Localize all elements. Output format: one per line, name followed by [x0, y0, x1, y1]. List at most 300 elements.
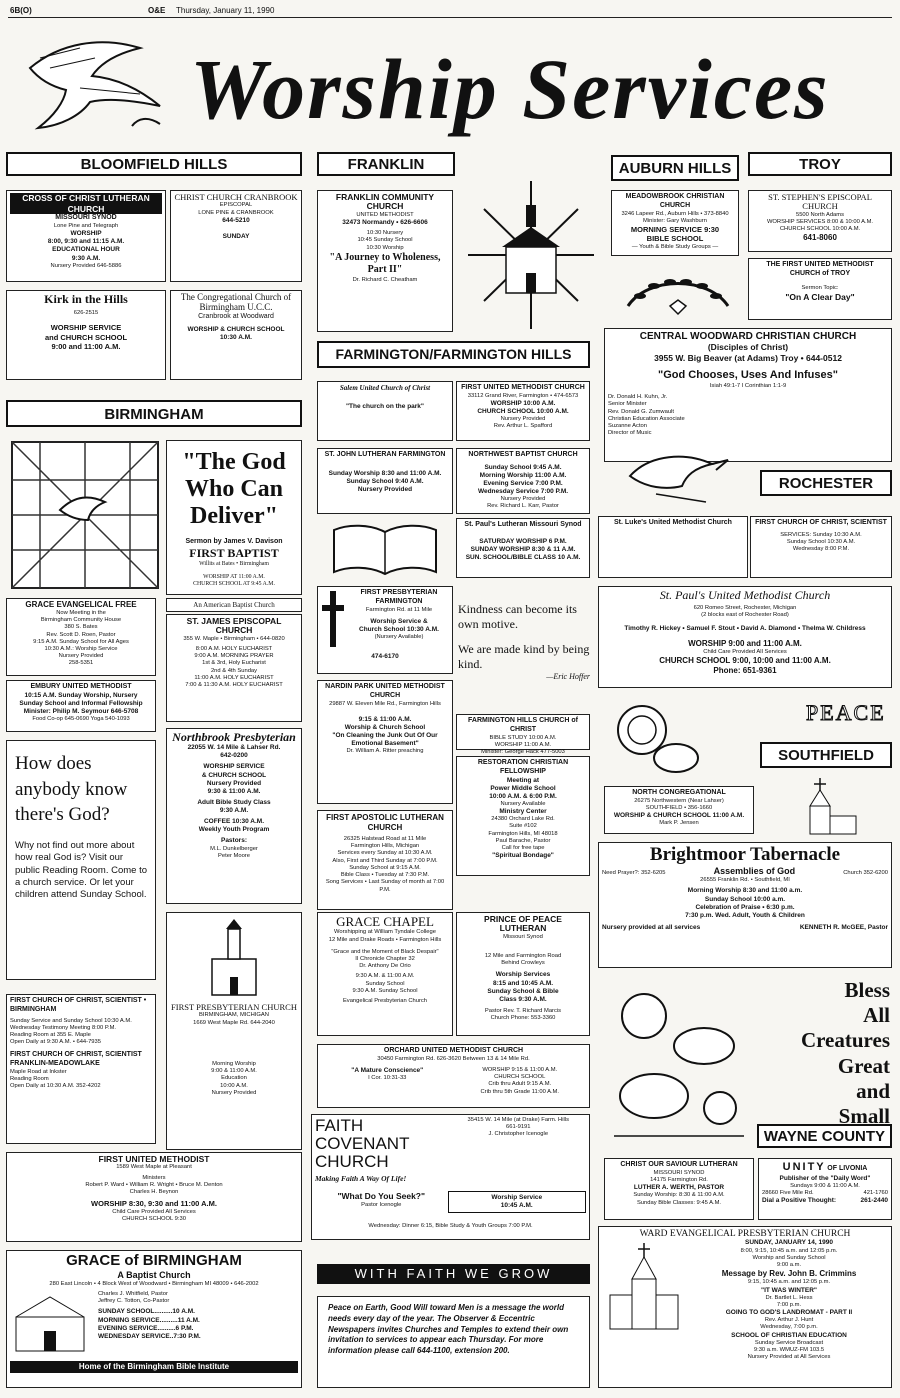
- ad-line: CHURCH SCHOOL 9:00, 10:00 and 11:00 A.M.: [659, 656, 831, 666]
- ad-first-united-methodist-birmingham: [6, 1152, 302, 1242]
- ad-address: 280 East Lincoln • 4 Block West of Woodward • Birmingham MI 48009 • 646-2002: [49, 1280, 259, 1287]
- ad-title: CENTRAL WOODWARD CHRISTIAN CHURCH: [639, 331, 857, 342]
- section-auburn-hills: AUBURN HILLS: [611, 155, 739, 181]
- ad-address: 35415 W. 14 Mile (at Drake) Farm. Hills: [467, 1117, 569, 1123]
- ad-title: St. Paul's Lutheran Missouri Synod: [464, 521, 582, 528]
- ad-line: Worship and Sunday School: [752, 1254, 826, 1261]
- ad-line: 10:30 Worship: [366, 244, 404, 251]
- ad-title: St. Paul's United Methodist Church: [659, 588, 831, 602]
- ad-line: 9:00 a.m.: [776, 1262, 802, 1269]
- ad-title-2: OF LIVONIA: [827, 1165, 868, 1172]
- ad-sermon: "What Do You Seek?": [337, 1190, 426, 1201]
- ad-line: Rev. Scott D. Roen, Pastor: [46, 631, 116, 638]
- ad-line: Evening Service 7:00 P.M.: [483, 480, 563, 487]
- ad-address: 620 Romeo Street, Rochester, Michigan: [693, 605, 797, 612]
- ad-meadowbrook: [611, 190, 739, 256]
- ad-line: SATURDAY WORSHIP 6 P.M.: [479, 537, 567, 545]
- ad-line: Nursery Provided: [211, 1089, 257, 1096]
- ad-line: Reading Room: [10, 1076, 49, 1083]
- ad-line: 9:15 & 11:00 A.M.: [358, 715, 412, 723]
- ad-line: WORSHIP 11:00 A.M.: [494, 741, 552, 748]
- ad-address: BIRMINGHAM, MICHIGAN: [199, 1012, 269, 1019]
- ad-line: Meeting at: [506, 776, 540, 784]
- ad-line: and CHURCH SCHOOL: [44, 332, 128, 342]
- ad-christ-church-cranbrook: [170, 190, 302, 282]
- ad-line: Services every Sunday at 10:30 A.M.: [337, 850, 433, 857]
- ad-st-james-episcopal: [166, 614, 302, 722]
- ad-line: Peter Moore: [218, 852, 250, 859]
- ad-line: Pastors:: [220, 837, 247, 845]
- ad-title: GRACE EVANGELICAL FREE: [25, 600, 137, 609]
- peace-text: PEACE: [806, 700, 886, 725]
- bless-line: All: [863, 1003, 890, 1028]
- ad-phone: 474-6170: [371, 653, 399, 660]
- ad-line: Sunday Service and Sunday School 10:30 A.M.: [10, 1017, 132, 1024]
- ad-phone: 661-9191: [506, 1124, 531, 1131]
- ad-pastor: Rev. Arthur J. Hunt: [764, 1317, 814, 1324]
- ad-line: Minister: Gary Washburn: [643, 217, 707, 224]
- ad-line: M.L. Dunkelberger: [210, 845, 258, 852]
- ad-line: Crib thru 5th Grade 11:00 A.M.: [480, 1088, 559, 1095]
- ad-line: COFFEE 10:30 A.M.: [203, 818, 265, 826]
- ad-first-baptist: [166, 440, 302, 595]
- ad-address: 33112 Grand River, Farmington • 474-6573: [467, 392, 579, 399]
- ad-tagline: Making Faith A Way Of Life!: [315, 1173, 407, 1183]
- ad-first-presbyterian-birmingham: [166, 912, 302, 1150]
- ad-sermon: "On Cleaning the Junk Out Of Our Emotional Basement": [332, 731, 438, 748]
- church-sketch-icon: [10, 1291, 90, 1355]
- ad-line: CHURCH SCHOOL 9:30: [122, 1215, 186, 1222]
- ad-line: EVENING SERVICE..........6 P.M.: [98, 1324, 194, 1332]
- ad-headline: How does anybody know there's God?: [15, 753, 128, 826]
- ad-line: BIBLE SCHOOL: [646, 234, 704, 244]
- ad-title: FIRST BAPTIST: [189, 546, 279, 561]
- ad-line: Sunday School 10:30 A.M.: [786, 538, 856, 545]
- ad-address: Lone Pine and Telegraph: [53, 223, 119, 229]
- banner-with-faith-we-grow: WITH FAITH WE GROW: [317, 1264, 590, 1284]
- ad-line: Sunday Bible Classes: 9:45 A.M.: [636, 1199, 722, 1206]
- bless-all-creatures: [760, 978, 890, 1129]
- section-franklin: FRANKLIN: [317, 152, 455, 176]
- ad-line: 11:00 A.M. HOLY EUCHARIST: [194, 674, 274, 681]
- ad-line: Crib thru Adult 9:15 A.M.: [488, 1081, 552, 1088]
- bless-line: Small: [838, 1103, 890, 1128]
- ad-sermon-title: "The God Who Can Deliver": [182, 449, 286, 529]
- ad-line: Food Co-op 645-0690 Yoga 540-1093: [32, 716, 130, 723]
- ad-line: Child Care Provided All Services: [112, 1208, 196, 1215]
- ad-line: Power Middle School: [490, 784, 556, 792]
- ad-line: 9:15 A.M. Sunday School for All Ages: [33, 638, 129, 645]
- ad-line: Nursery Provided 646-5886: [50, 262, 122, 269]
- ad-body: Why not find out more about how real God is? Visit our public Reading Room. Come to a church service. Or let your children attend Sunday School.: [15, 839, 148, 901]
- ad-line: Robert P. Ward • William R. Wright • Bruce M. Denton: [85, 1181, 223, 1188]
- ad-title: NORTHWEST BAPTIST CHURCH: [468, 451, 578, 458]
- ad-line: Birmingham Community House: [40, 617, 122, 624]
- ad-line: 9:00 and 11:00 A.M.: [51, 342, 121, 352]
- ad-nardin-park: [317, 680, 453, 804]
- ad-line: 12 Mile and Drake Roads • Farmington Hills: [328, 936, 442, 943]
- quote-attribution: —Eric Hoffer: [546, 672, 590, 681]
- ad-address: 1589 West Maple at Pleasant: [116, 1164, 192, 1171]
- ad-line: 9:30 A.M. Sunday School: [352, 987, 418, 994]
- ad-title: Kirk in the Hills: [44, 292, 128, 306]
- dove-olive-branch-icon: [616, 430, 736, 512]
- ad-cross-of-christ: [6, 190, 166, 282]
- ad-line: Paul Barache, Pastor: [495, 837, 551, 844]
- ad-american-baptist-footer: [166, 598, 302, 612]
- ad-line: 9:30 A.M.: [219, 807, 249, 815]
- ad-line: WORSHIP SERVICE: [50, 323, 122, 333]
- ad-grace-evangelical-free: [6, 598, 156, 676]
- ad-line: Message by Rev. John B. Crimmins: [721, 1269, 857, 1279]
- ad-phone: 641-8060: [803, 233, 837, 243]
- ad-kirk-in-the-hills: [6, 290, 166, 380]
- ad-title: MEADOWBROOK CHRISTIAN CHURCH: [625, 193, 725, 209]
- ad-line: Now Meeting in the: [56, 609, 106, 616]
- ad-title-2: FIRST CHURCH OF CHRIST, SCIENTIST FRANKLIN-MEADOWLAKE: [10, 1051, 142, 1068]
- ad-title: FRANKLIN COMMUNITY CHURCH: [335, 192, 435, 212]
- ad-line: 1st & 3rd, Holy Eucharist: [202, 660, 266, 667]
- ad-line: 7:00 p.m.: [776, 1301, 802, 1308]
- ad-title: ST. JAMES EPISCOPAL CHURCH: [186, 616, 282, 636]
- ad-line: WORSHIP SERVICE: [203, 763, 265, 771]
- ad-pastor: KENNETH R. McGEE, Pastor: [799, 923, 888, 931]
- ad-line: Farmington Hills, MI 48018: [488, 830, 558, 837]
- ad-line: Morning Worship: [212, 1060, 256, 1067]
- ad-line: 24380 Orchard Lake Rd.: [491, 816, 555, 823]
- ad-line: Worshipping at William Tyndale College: [334, 929, 436, 936]
- ad-line: Sunday Worship 8:30 and 11:00 A.M.: [328, 469, 442, 477]
- wreath-ribbon-icon: [618, 266, 738, 318]
- ad-title: FAITH COVENANT CHURCH: [315, 1116, 410, 1171]
- bless-line: Great: [837, 1053, 890, 1078]
- ad-line: Sunday School: [365, 980, 405, 987]
- ad-pastor: Rev. Donald G. Zumwault: [608, 408, 674, 415]
- ad-first-apostolic-lutheran: [317, 810, 453, 910]
- bless-line: and: [856, 1078, 890, 1103]
- ad-footer: Evangelical Presbyterian Church: [342, 998, 428, 1005]
- ad-salem-ucc: [317, 381, 453, 441]
- ad-line: 10:15 A.M. Sunday Worship, Nursery: [24, 691, 138, 699]
- ad-prince-of-peace: [456, 912, 590, 1036]
- ad-phone: Need Prayer?: 352-6205: [602, 869, 666, 876]
- ad-line: Nursery Provided: [500, 416, 546, 423]
- ad-line: Mark P. Jensen: [659, 820, 699, 827]
- ad-phone: 261-2440: [860, 1197, 888, 1205]
- ad-title: UNITY: [782, 1161, 826, 1173]
- ad-sub: MISSOURI SYNOD: [653, 1169, 705, 1176]
- masthead-title: Worship Services: [190, 41, 830, 137]
- ad-title: FIRST PRESBYTERIAN CHURCH: [171, 1002, 297, 1012]
- ad-line: Sunday School & Bible: [487, 987, 559, 995]
- ad-farmington-hills-church-of-christ: [456, 714, 590, 755]
- ad-congregational-birmingham: [170, 290, 302, 380]
- ad-address: (2 blocks east of Rochester Road): [701, 612, 789, 619]
- ad-title: GRACE of BIRMINGHAM: [66, 1252, 242, 1269]
- ad-title: FIRST UNITED METHODIST CHURCH: [461, 384, 585, 391]
- ad-synod: MISSOURI SYNOD: [55, 214, 117, 222]
- ad-sub: (Disciples of Christ): [707, 342, 789, 352]
- section-southfield: SOUTHFIELD: [760, 742, 892, 768]
- ad-line: WORSHIP 8:30, 9:30 and 11:00 A.M.: [91, 1199, 217, 1209]
- ad-line: 7:00 & 11:30 A.M. HOLY EUCHARIST: [185, 682, 283, 689]
- ad-line: Minister: Philip M. Seymour 646-5708: [23, 708, 139, 715]
- ad-title: FARMINGTON HILLS CHURCH of CHRIST: [468, 717, 578, 733]
- ad-address: 3955 W. Big Beaver (at Adams) Troy • 644-0512: [654, 352, 842, 363]
- ad-northwest-baptist: [456, 448, 590, 514]
- stained-glass-dove-icon: [10, 440, 160, 590]
- ad-footer: An American Baptist Church: [193, 601, 275, 609]
- bless-line: Creatures: [800, 1028, 890, 1053]
- ad-line: Sunday School and Informal Fellowship: [19, 699, 143, 707]
- ad-phone: 642-0200: [220, 752, 248, 760]
- ad-line: Wednesday, 7:00 p.m.: [760, 1324, 818, 1331]
- ad-st-john-lutheran: [317, 448, 453, 514]
- ad-line: Wednesday Testimony Meeting 8:00 P.M.: [10, 1024, 117, 1031]
- ad-sermon: "IT WAS WINTER": [761, 1286, 817, 1294]
- ad-address: 14175 Farmington Rd.: [650, 1176, 708, 1183]
- ad-address: 355 W. Maple • Birmingham • 644-0820: [183, 635, 285, 642]
- ad-title: Brightmoor Tabernacle: [649, 844, 841, 865]
- ad-line: 10:45 A.M.: [500, 1202, 533, 1210]
- ad-line: 26325 Halstead Road at 11 Mile: [343, 836, 427, 842]
- ad-line: 9:30 a.m. WMUZ-FM 103.5: [753, 1347, 825, 1354]
- ad-sub: UNITED METHODIST: [356, 211, 414, 218]
- ad-first-umc-farmington: [456, 381, 590, 441]
- ad-line: Celebration of Praise • 6:30 p.m.: [695, 903, 795, 911]
- ad-line: Nursery Provided: [500, 496, 546, 503]
- ad-line: 8:00, 9:15, 10:45 a.m. and 12:05 p.m.: [740, 1247, 838, 1254]
- quote-line: Kindness can become its own motive.: [458, 602, 577, 631]
- ad-orchard-umc: [317, 1044, 590, 1108]
- ad-line: Pastor Rev. T. Richard Marcis: [484, 1007, 562, 1014]
- ad-line: SERVICES: Sunday 10:30 A.M.: [780, 531, 862, 538]
- ad-line: 9:30 A.M. & 11:00 A.M.: [355, 973, 415, 980]
- ad-pastor: Dr. Anthony De Orio: [359, 963, 411, 970]
- ad-line: MORNING SERVICE 9:30: [630, 224, 720, 234]
- ad-line: Worship Services: [495, 971, 551, 979]
- ad-phone: 644-5210: [222, 216, 250, 224]
- ad-line: Ministry Center: [499, 808, 547, 816]
- ad-line: BIBLE STUDY 10:00 A.M.: [489, 734, 557, 741]
- snowflake-church-icon: [462, 175, 600, 335]
- ad-line: WEDNESDAY SERVICE..7:30 P.M.: [98, 1332, 201, 1340]
- ad-role: Senior Minister: [608, 401, 647, 408]
- ad-line: Weekly Youth Program: [198, 826, 270, 834]
- ad-title: FIRST APOSTOLIC LUTHERAN CHURCH: [326, 813, 444, 832]
- ad-address: 26555 Franklin Rd. • Southfield, MI: [700, 877, 790, 884]
- ad-line: Adult Bible Study Class: [197, 798, 271, 806]
- ad-line: Nursery provided at all services: [602, 923, 701, 931]
- ad-line: Education: [221, 1075, 247, 1082]
- ad-line: Morning Worship 11:00 A.M.: [479, 471, 567, 479]
- ad-how-does-anybody-know: [6, 740, 156, 980]
- ad-line: (Nursery Available): [374, 633, 424, 640]
- ad-line: EDUCATIONAL HOUR: [52, 246, 120, 254]
- ad-line: Nursery Provided: [206, 779, 262, 787]
- church-building-icon: [194, 919, 274, 999]
- ad-line: CHURCH SCHOOL 10:00 A.M.: [477, 408, 569, 416]
- ad-line: WORSHIP SERVICES 8:00 & 10:00 A.M.: [766, 218, 874, 225]
- ad-title: The Congregational Church of Birmingham U.C.C.: [180, 292, 292, 312]
- ad-st-stephens: [748, 190, 892, 252]
- ad-line: SUNDAY WORSHIP 8:30 & 11 A.M.: [470, 545, 576, 553]
- ad-pastor: Pastor Icenogle: [361, 1201, 402, 1208]
- ad-pastor: Dr. Donald H. Kuhn, Jr.: [608, 394, 668, 401]
- ad-line: Nursery Available: [500, 800, 546, 807]
- ad-pastor: Dr. Richard C. Cheatham: [352, 276, 418, 283]
- ad-grace-of-birmingham: [6, 1250, 302, 1388]
- ad-address: 5500 North Adams: [795, 211, 844, 218]
- ad-line: SUN. SCHOOL/BIBLE CLASS 10 A.M.: [465, 554, 581, 561]
- ad-line: WORSHIP AT 11:00 A.M.: [203, 573, 265, 580]
- ad-line: Worship & Church School: [344, 723, 426, 731]
- ad-sub: Assemblies of God: [713, 865, 796, 876]
- ad-address: 1669 West Maple Rd. 644-2040: [193, 1019, 275, 1026]
- quote-kindness: [458, 602, 590, 682]
- ad-line: Rev. Richard L. Karr, Pastor: [487, 503, 559, 510]
- ad-footer: Home of the Birmingham Bible Institute: [10, 1361, 298, 1373]
- ad-line: Call for free tape: [501, 845, 545, 852]
- ad-title: ST. STEPHEN'S EPISCOPAL CHURCH: [768, 192, 872, 212]
- ad-sermon: "The church on the park": [345, 402, 425, 410]
- ad-line: Sunday School 10:00 a.m.: [704, 895, 786, 903]
- ad-line: Wednesday: Dinner 6:15, Bible Study & Youth Groups 7:00 P.M.: [368, 1223, 533, 1230]
- ad-line: Class 9:30 A.M.: [499, 995, 547, 1003]
- issue-date: Thursday, January 11, 1990: [176, 6, 275, 15]
- ad-title: CROSS OF CHRIST LUTHERAN CHURCH: [10, 193, 162, 214]
- dove-icon: [20, 28, 170, 140]
- ad-line: 9:00 & 11:00 A.M.: [211, 1068, 257, 1075]
- ad-line: Open Daily at 9:30 A.M. • 644-7935: [10, 1039, 101, 1046]
- ad-line: WORSHIP & CHURCH SCHOOL: [187, 325, 285, 333]
- ad-line: Child Care Provided All Services: [703, 648, 787, 655]
- ad-st-lukes: [598, 516, 748, 578]
- ad-line: Behind Crowleys: [501, 960, 545, 967]
- ad-line: Sunday School at 9:15 A.M.: [349, 864, 421, 871]
- ad-phone: 626-2515: [73, 310, 99, 317]
- lion-lamb-icon: [606, 694, 706, 782]
- ad-line: Also, First and Third Sunday at 7:00 P.M.: [332, 857, 438, 864]
- ad-line: MORNING SERVICE..........11 A.M.: [98, 1316, 200, 1324]
- ad-sermon: "A Journey to Wholeness, Part II": [329, 251, 441, 276]
- ad-line: 10:30 A.M.: Worship Service: [44, 645, 118, 652]
- ad-sermon: "Grace and the Moment of Black Despair": [331, 948, 439, 955]
- ad-title: Northbrook Presbyterian: [172, 730, 296, 744]
- ad-address: 28660 Five Mile Rd.: [762, 1190, 814, 1197]
- bless-line: Bless: [844, 978, 890, 1002]
- ad-sermon: "God Chooses, Uses And Infuses": [658, 369, 838, 382]
- ad-sermon: "On A Clear Day": [785, 291, 855, 302]
- ad-line: Sunday Worship: 8:30 & 11:00 A.M.: [633, 1192, 725, 1199]
- ad-staff: Timothy R. Hickey • Samuel F. Stout • David A. Diamond • Thelma W. Childress: [624, 624, 866, 632]
- ad-line: Charles H. Beynon: [129, 1189, 179, 1196]
- header-rule: [8, 17, 892, 18]
- ad-first-presbyterian-farmington: [317, 586, 453, 674]
- ad-title: THE FIRST UNITED METHODIST CHURCH of TROY: [766, 261, 874, 277]
- ad-title: PRINCE OF PEACE LUTHERAN: [484, 914, 562, 934]
- ad-line: Sundays 9:00 & 11:00 A.M.: [790, 1182, 860, 1189]
- ad-grace-chapel: [317, 912, 453, 1036]
- ad-line: 7:30 p.m. Wed. Adult, Youth & Children: [685, 911, 805, 919]
- ad-line: Church School 10:30 A.M.: [359, 625, 439, 633]
- ad-line: Sunday Service Broadcast: [754, 1339, 824, 1346]
- ad-line: Nursery Provided: [58, 653, 104, 660]
- ad-address: Cranbrook at Woodward: [198, 312, 274, 320]
- ad-unity-of-livonia: [758, 1158, 892, 1220]
- ad-sub: EPISCOPAL: [219, 202, 253, 209]
- ad-line: CHURCH SCHOOL 10:00 A.M.: [779, 226, 861, 233]
- ad-title: EMBURY UNITED METHODIST: [30, 683, 132, 690]
- ad-line: I Cor. 10:31-33: [368, 1075, 407, 1082]
- ad-faith-grow-notice: [317, 1296, 590, 1388]
- ad-line: 8:00, 9:30 and 11:15 A.M.: [47, 238, 125, 246]
- ad-address: 26275 Northwestern (Near Lahser): [634, 797, 724, 804]
- ad-phone: Church 352-6200: [843, 869, 888, 876]
- ad-line: 2nd & 4th Sunday: [210, 667, 258, 674]
- ad-address: Farmington Rd. at 11 Mile: [365, 606, 433, 613]
- ad-line: Song Services • Last Sunday of month at 7:00 P.M.: [325, 879, 445, 893]
- ad-address: 30450 Farmington Rd. 626-3620 Between 13 & 14 Mile Rd.: [377, 1055, 530, 1062]
- ad-title: ORCHARD UNITED METHODIST CHURCH: [383, 1047, 524, 1054]
- ad-line: Isiah 49:1-7 I Corinthian 1:1-9: [709, 383, 787, 389]
- ad-line: WORSHIP: [70, 230, 102, 238]
- steeple-church-icon: [780, 776, 860, 838]
- ad-line: Charles J. Whitfield, Pastor: [98, 1290, 168, 1297]
- ad-line: II Chronicle Chapter 32: [355, 956, 415, 962]
- ad-line: WORSHIP 10:00 A.M.: [490, 399, 556, 407]
- ad-phone: Phone: 651-9361: [713, 666, 777, 676]
- ad-title: St. Luke's United Methodist Church: [614, 519, 732, 526]
- notice-body: Peace on Earth, Good Will toward Men is a message the world needs every day of the year. The Observer & Eccentric Newspapers invites Churches and Temples to extend their own invitation to services to appear each Thursday. For more information please call 644-1100, extension 200.: [328, 1303, 569, 1356]
- ad-phone: 258-5351: [68, 660, 94, 667]
- ad-line: SCHOOL OF CHRISTIAN EDUCATION: [731, 1331, 847, 1339]
- ad-line: Worship Service &: [370, 617, 428, 625]
- ad-pastor: LUTHER A. WERTH, PASTOR: [633, 1184, 725, 1192]
- ad-address: 22055 W. 14 Mile & Lahser Rd.: [187, 744, 281, 752]
- ad-sub: A Baptist Church: [117, 1269, 191, 1280]
- ad-pastor: Suzanne Acton: [608, 423, 647, 430]
- ad-line: Wednesday Service 7:00 P.M.: [477, 488, 569, 496]
- ad-address: 3246 Lapeer Rd., Auburn Hills • 373-8840: [621, 210, 729, 217]
- ad-title: FIRST PRESBYTERIAN FARMINGTON: [360, 589, 438, 605]
- ad-line: Maple Road at Inkster: [10, 1068, 67, 1075]
- ad-faith-covenant: [311, 1114, 590, 1240]
- ad-sermon: "A Mature Conscience": [351, 1066, 424, 1074]
- ad-first-church-christ-scientist: [6, 994, 156, 1144]
- ad-date: SUNDAY, JANUARY 14, 1990: [745, 1239, 833, 1247]
- ad-title: NORTH CONGREGATIONAL: [632, 789, 726, 796]
- ad-restoration-fellowship: [456, 756, 590, 876]
- ad-title: ST. JOHN LUTHERAN FARMINGTON: [324, 451, 446, 458]
- ad-brightmoor-tabernacle: [598, 842, 892, 968]
- ad-title: WARD EVANGELICAL PRESBYTERIAN CHURCH: [639, 1229, 851, 1239]
- ad-title: NARDIN PARK UNITED METHODIST CHURCH: [325, 683, 445, 699]
- ad-line: 9:30 & 11:00 A.M.: [207, 787, 261, 795]
- ad-pastor: Dr. William A. Ritter preaching: [346, 748, 424, 755]
- ad-line: 8:15 and 10:45 A.M.: [492, 979, 554, 987]
- ad-line: "Spiritual Bondage": [492, 852, 554, 860]
- ad-line: 9:15, 10:45 a.m. and 12:05 p.m.: [747, 1279, 831, 1286]
- ad-line: Sunday School 9:45 A.M.: [484, 463, 562, 471]
- ad-line: SUNDAY SCHOOL..........10 A.M.: [98, 1308, 195, 1316]
- page-number: 6B(O): [10, 6, 32, 15]
- section-rochester: ROCHESTER: [760, 470, 892, 496]
- ad-line: Sunday School 9:40 A.M.: [346, 477, 424, 485]
- ad-title: CHRIST CHURCH CRANBROOK: [174, 192, 298, 202]
- ad-address: 32473 Normandy • 626-6606: [342, 218, 428, 226]
- section-troy: TROY: [748, 152, 892, 176]
